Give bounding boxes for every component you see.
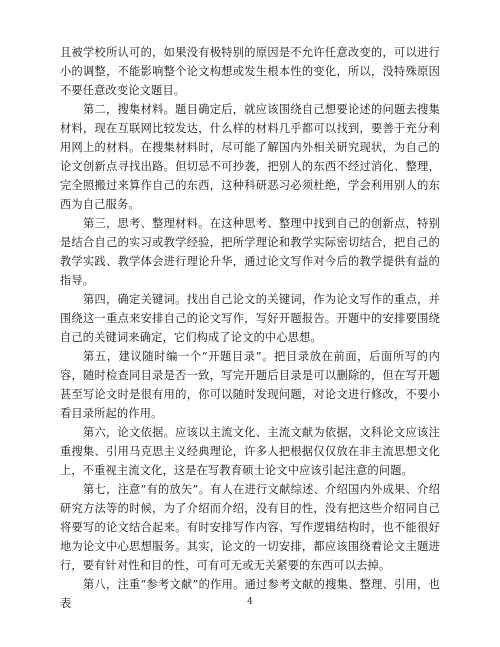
paragraph-2: 第二，搜集材料。题目确定后，就应该围绕自己想要论述的问题去搜集材料，现在互联网比较发达，什么样的材料几乎都可以找到，要善于充分利用网上的材料。在搜集材料时，尽可能了解国内外相关研究现状，为自己的论文创新点寻找出路。但切忌不可抄袭，把别人的东西不经过消化、整理，完全照搬过来算作自己的东西，这种科研恶习必须杜绝，学会利用别人的东西为自己服务。 <box>60 103 440 211</box>
paragraph-4: 第四，确定关键词。找出自己论文的关键词，作为论文写作的重点，并围绕这一重点来安排自己的论文写作，写好开题报告。开题中的安排要围绕自己的关键词来确定，它们构成了论文的中心思想。 <box>60 293 440 344</box>
paragraph-5: 第五，建议随时编一个“开题目录”。把目录放在前面，后面所写的内容，随时检查同目录是否一致，写完开题后目录是可以删除的，但在写开题甚至写论文时是很有用的，你可以随时发现问题，对论文进行修改，不要小看目录所起的作用。 <box>60 350 440 420</box>
paragraph-8: 第八，注重“参考文献”的作用。通过参考文献的搜集、整理、引用，也表 <box>60 578 440 610</box>
paragraph-1: 且被学校所认可的，如果没有极特别的原因是不允许任意改变的，可以进行小的调整，不能影响整个论文构想或发生根本性的变化，所以，没特殊原因不要任意改变论文题目。 <box>60 46 440 97</box>
paragraph-6: 第六，论文依据。应该以主流文化、主流文献为依据，文科论文应该注重搜集、引用马克思主义经典理论，许多人把根据仅仅放在非主流思想文化上，不重视主流文化，这是在写教育硕士论文中应该引起注意的问题。 <box>60 426 440 477</box>
page-number: 4 <box>247 597 253 607</box>
paragraph-7: 第七，注意“有的放矢”。有人在进行文献综述、介绍国内外成果、介绍研究方法等的时候，为了介绍而介绍，没有目的性，没有把这些介绍同自己将要写的论文结合起来。有时安排写作内容、写作逻辑结构时，也不能很好地为论文中心思想服务。其实，论文的一切安排，都应该围绕着论文主题进行，要有针对性和目的性，可有可无或无关紧要的东西可以去掉。 <box>60 483 440 572</box>
document-body <box>60 43 440 613</box>
paragraph-3: 第三，思考、整理材料。在这种思考、整理中找到自己的创新点，特别是结合自己的实习或教学经验，把所学理论和教学实际密切结合，把自己的教学实践、教学体会进行理论升华，通过论文写作对今后的教学提供有益的指导。 <box>60 217 440 287</box>
